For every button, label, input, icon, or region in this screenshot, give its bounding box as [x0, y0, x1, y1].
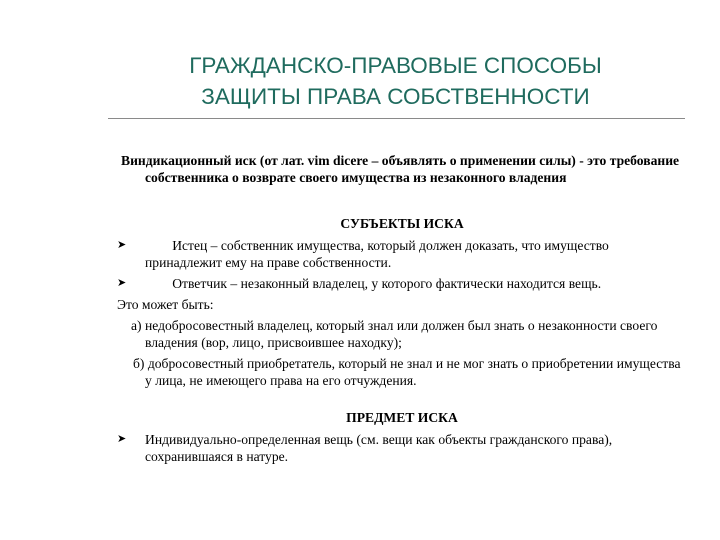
arrowhead-bullet-icon: ➤: [117, 277, 127, 289]
arrowhead-bullet-icon: ➤: [117, 239, 127, 251]
subjects-heading: СУБЪЕКТЫ ИСКА: [340, 216, 464, 231]
object-heading: ПРЕДМЕТ ИСКА: [346, 410, 458, 425]
title-divider: [108, 118, 685, 119]
list-item: ➤ Ответчик – незаконный владелец, у которого фактически находится вещь.: [117, 276, 602, 291]
list-item: ➤ Истец – собственник имущества, который должен доказать, что имущество принадлежит ему на праве собственности.: [117, 238, 613, 270]
title-line-1: ГРАЖДАНСКО-ПРАВОВЫЕ СПОСОБЫ: [189, 53, 602, 78]
option-item: а) недобросовестный владелец, который знал или должен был знать о незаконности своего владения (вор, лицо, присвоившее находку);: [131, 318, 658, 350]
slide-body: [117, 152, 687, 465]
arrowhead-bullet-icon: ➤: [117, 433, 127, 445]
definition-text: Виндикационный иск (от лат. vim dicere – объявлять о применении силы) - это требование собственника о возврате своего имущества из незаконного владения: [121, 153, 680, 185]
title-line-2: ЗАЩИТЫ ПРАВА СОБСТВЕННОСТИ: [201, 84, 590, 109]
list-item: ➤ Индивидуально-определенная вещь (см. вещи как объекты гражданского права), сохранившаяся в натуре.: [117, 432, 613, 464]
may-be-text: Это может быть:: [117, 297, 214, 312]
option-item: б) добросовестный приобретатель, который не знал и не мог знать о приобретении имущества у лица, не имеющего права на его отчуждения.: [133, 356, 681, 388]
slide-title: [108, 50, 683, 112]
